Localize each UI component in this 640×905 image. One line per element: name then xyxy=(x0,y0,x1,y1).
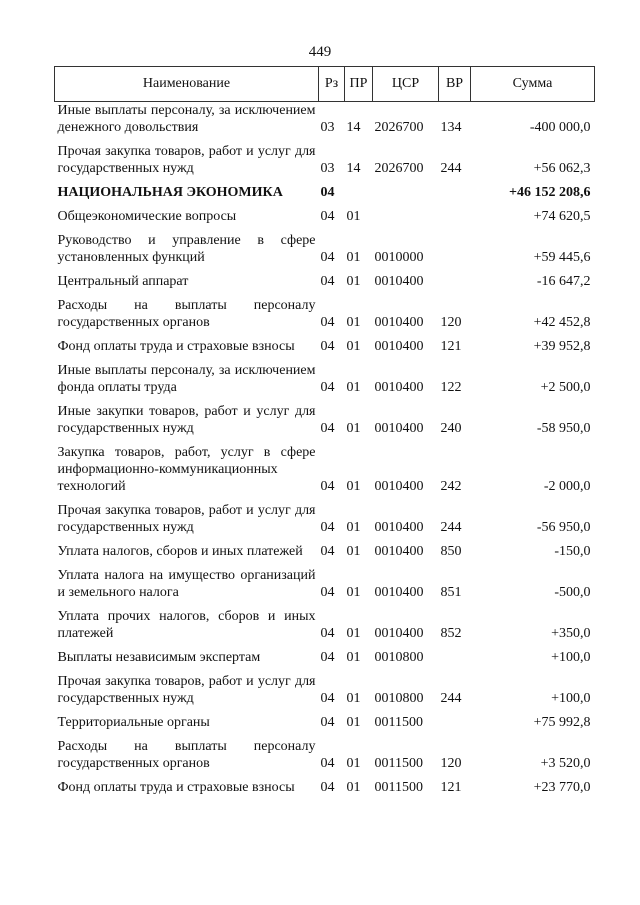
cell-rz: 04 xyxy=(320,250,335,265)
row-spacer-cell xyxy=(55,396,595,403)
header-name: Наименование xyxy=(55,67,319,102)
cell-sum: -2 000,0 xyxy=(543,479,591,494)
table-row xyxy=(55,714,595,731)
header-csr: ЦСР xyxy=(373,67,439,102)
table-row xyxy=(55,102,595,137)
cell-rz: 04 xyxy=(320,585,335,600)
row-spacer xyxy=(55,177,595,184)
cell-csr: 0010400 xyxy=(374,380,424,395)
cell-name: Выплаты независимым экспертам xyxy=(57,650,261,665)
cell-pr: 01 xyxy=(346,315,361,330)
row-spacer-cell xyxy=(55,266,595,273)
cell-name: Фонд оплаты труда и страховые взносы xyxy=(57,339,295,354)
cell-name: НАЦИОНАЛЬНАЯ ЭКОНОМИКА xyxy=(57,185,283,200)
cell-csr: 0010400 xyxy=(374,339,424,354)
cell-sum: +23 770,0 xyxy=(533,780,591,795)
row-spacer-cell xyxy=(55,601,595,608)
cell-name: Уплата налогов, сборов и иных платежей xyxy=(57,544,303,559)
table-body xyxy=(55,102,595,797)
cell-vr: 240 xyxy=(440,421,462,436)
table-row xyxy=(55,444,595,495)
table-row xyxy=(55,779,595,796)
cell-sum: +350,0 xyxy=(551,626,591,641)
row-spacer-cell xyxy=(55,495,595,502)
cell-vr xyxy=(439,714,471,731)
cell-sum: +59 445,6 xyxy=(533,250,591,265)
row-spacer xyxy=(55,136,595,143)
cell-vr: 850 xyxy=(440,544,462,559)
cell-vr: 852 xyxy=(440,626,462,641)
cell-name: Иные выплаты персоналу, за исключением денежного довольствия xyxy=(57,103,316,135)
cell-name: Прочая закупка товаров, работ и услуг для государственных нужд xyxy=(57,144,316,176)
cell-pr: 01 xyxy=(346,756,361,771)
table-row xyxy=(55,184,595,201)
row-spacer xyxy=(55,355,595,362)
table-header-row xyxy=(55,67,595,102)
cell-rz: 04 xyxy=(320,691,335,706)
cell-rz: 04 xyxy=(320,650,335,665)
cell-csr: 0010400 xyxy=(374,315,424,330)
table-row xyxy=(55,673,595,707)
cell-sum: +75 992,8 xyxy=(533,715,591,730)
row-spacer-cell xyxy=(55,772,595,779)
cell-sum: +46 152 208,6 xyxy=(509,185,591,200)
row-spacer-cell xyxy=(55,201,595,208)
cell-csr: 0010800 xyxy=(374,650,424,665)
cell-rz: 04 xyxy=(320,780,335,795)
row-spacer-cell xyxy=(55,225,595,232)
cell-pr: 01 xyxy=(346,380,361,395)
cell-rz: 03 xyxy=(320,161,335,176)
cell-rz: 04 xyxy=(320,315,335,330)
cell-vr xyxy=(439,184,471,201)
cell-name: Иные закупки товаров, работ и услуг для государственных нужд xyxy=(57,404,316,436)
table-row xyxy=(55,362,595,396)
cell-rz: 04 xyxy=(320,209,335,224)
cell-sum: +3 520,0 xyxy=(540,756,591,771)
header-rz: Рз xyxy=(319,67,345,102)
cell-rz: 04 xyxy=(320,626,335,641)
cell-pr: 01 xyxy=(346,626,361,641)
cell-csr: 0010400 xyxy=(374,544,424,559)
row-spacer xyxy=(55,731,595,738)
row-spacer-cell xyxy=(55,290,595,297)
cell-vr: 120 xyxy=(440,756,462,771)
cell-vr: 122 xyxy=(440,380,462,395)
header-vr: ВР xyxy=(439,67,471,102)
cell-sum: -56 950,0 xyxy=(536,520,591,535)
cell-rz: 04 xyxy=(320,479,335,494)
cell-rz: 04 xyxy=(320,380,335,395)
cell-sum: +74 620,5 xyxy=(533,209,591,224)
cell-name: Иные выплаты персоналу, за исключением фонда оплаты труда xyxy=(57,363,316,395)
cell-pr: 01 xyxy=(346,585,361,600)
row-spacer xyxy=(55,707,595,714)
cell-vr xyxy=(439,208,471,225)
cell-sum: -400 000,0 xyxy=(529,120,591,135)
cell-name: Центральный аппарат xyxy=(57,274,189,289)
cell-pr: 01 xyxy=(346,544,361,559)
cell-name: Закупка товаров, работ, услуг в сфере информационно-коммуникационных технологий xyxy=(57,445,316,494)
cell-rz: 04 xyxy=(320,339,335,354)
cell-csr: 0010400 xyxy=(374,626,424,641)
row-spacer-cell xyxy=(55,437,595,444)
row-spacer xyxy=(55,772,595,779)
table-row xyxy=(55,273,595,290)
row-spacer xyxy=(55,560,595,567)
cell-vr xyxy=(439,232,471,266)
row-spacer-cell xyxy=(55,355,595,362)
row-spacer xyxy=(55,495,595,502)
table-row xyxy=(55,502,595,536)
row-spacer-cell xyxy=(55,136,595,143)
cell-pr: 01 xyxy=(346,691,361,706)
row-spacer-cell xyxy=(55,177,595,184)
table-row xyxy=(55,297,595,331)
cell-name: Расходы на выплаты персоналу государственных органов xyxy=(57,739,316,771)
cell-name: Руководство и управление в сфере установленных функций xyxy=(57,233,316,265)
cell-csr: 0010400 xyxy=(374,479,424,494)
cell-rz: 04 xyxy=(320,520,335,535)
cell-vr: 120 xyxy=(440,315,462,330)
table-row xyxy=(55,543,595,560)
cell-vr: 244 xyxy=(440,161,462,176)
cell-csr: 0011500 xyxy=(374,715,423,730)
cell-csr: 0010400 xyxy=(374,421,424,436)
cell-pr: 01 xyxy=(346,520,361,535)
cell-sum: -16 647,2 xyxy=(536,274,591,289)
cell-pr: 14 xyxy=(346,161,361,176)
cell-csr: 0010000 xyxy=(374,250,424,265)
cell-pr: 01 xyxy=(346,209,361,224)
cell-csr xyxy=(373,208,439,225)
cell-name: Общеэкономические вопросы xyxy=(57,209,237,224)
cell-csr: 0010400 xyxy=(374,520,424,535)
row-spacer xyxy=(55,396,595,403)
row-spacer-cell xyxy=(55,642,595,649)
table-row xyxy=(55,403,595,437)
row-spacer xyxy=(55,201,595,208)
cell-vr: 851 xyxy=(440,585,462,600)
cell-csr: 0010400 xyxy=(374,585,424,600)
cell-pr: 01 xyxy=(346,650,361,665)
cell-csr xyxy=(373,184,439,201)
row-spacer-cell xyxy=(55,707,595,714)
cell-sum: -500,0 xyxy=(554,585,591,600)
row-spacer xyxy=(55,536,595,543)
cell-vr: 244 xyxy=(440,520,462,535)
row-spacer xyxy=(55,290,595,297)
cell-sum: +56 062,3 xyxy=(533,161,591,176)
table-row xyxy=(55,738,595,772)
cell-csr: 0011500 xyxy=(374,756,423,771)
cell-pr xyxy=(345,184,373,201)
row-spacer-cell xyxy=(55,666,595,673)
header-sum: Сумма xyxy=(471,67,595,102)
row-spacer xyxy=(55,225,595,232)
cell-rz: 04 xyxy=(320,421,335,436)
header-pr: ПР xyxy=(345,67,373,102)
table-row xyxy=(55,208,595,225)
cell-pr: 01 xyxy=(346,479,361,494)
row-spacer-cell xyxy=(55,731,595,738)
cell-rz: 03 xyxy=(320,120,335,135)
cell-rz: 04 xyxy=(320,715,335,730)
cell-rz: 04 xyxy=(320,274,335,289)
cell-name: Уплата прочих налогов, сборов и иных платежей xyxy=(57,609,316,641)
table-row xyxy=(55,338,595,355)
table-row xyxy=(55,608,595,642)
cell-pr: 01 xyxy=(346,715,361,730)
cell-csr: 2026700 xyxy=(374,120,424,135)
row-spacer xyxy=(55,437,595,444)
table-row xyxy=(55,232,595,266)
cell-sum: +42 452,8 xyxy=(533,315,591,330)
cell-rz: 04 xyxy=(320,544,335,559)
cell-csr: 0010400 xyxy=(374,274,424,289)
cell-vr xyxy=(439,649,471,666)
cell-name: Фонд оплаты труда и страховые взносы xyxy=(57,780,295,795)
cell-name: Прочая закупка товаров, работ и услуг для государственных нужд xyxy=(57,674,316,706)
cell-sum: +2 500,0 xyxy=(540,380,591,395)
row-spacer-cell xyxy=(55,560,595,567)
cell-csr: 0010800 xyxy=(374,691,424,706)
cell-sum: +39 952,8 xyxy=(533,339,591,354)
cell-vr: 134 xyxy=(440,120,462,135)
row-spacer xyxy=(55,601,595,608)
cell-vr xyxy=(439,273,471,290)
row-spacer xyxy=(55,666,595,673)
row-spacer-cell xyxy=(55,331,595,338)
cell-pr: 01 xyxy=(346,250,361,265)
page-number: 449 xyxy=(308,44,332,60)
row-spacer-cell xyxy=(55,536,595,543)
cell-name: Расходы на выплаты персоналу государственных органов xyxy=(57,298,316,330)
cell-name: Уплата налога на имущество организаций и земельного налога xyxy=(57,568,316,600)
cell-name: Прочая закупка товаров, работ и услуг для государственных нужд xyxy=(57,503,316,535)
cell-sum: +100,0 xyxy=(551,650,591,665)
cell-name: Территориальные органы xyxy=(57,715,210,730)
row-spacer xyxy=(55,266,595,273)
table-row xyxy=(55,567,595,601)
budget-table xyxy=(54,66,595,796)
row-spacer xyxy=(55,642,595,649)
cell-pr: 01 xyxy=(346,339,361,354)
cell-vr: 242 xyxy=(440,479,462,494)
cell-pr: 14 xyxy=(346,120,361,135)
row-spacer xyxy=(55,331,595,338)
cell-sum: -150,0 xyxy=(554,544,591,559)
cell-csr: 2026700 xyxy=(374,161,424,176)
cell-sum: +100,0 xyxy=(551,691,591,706)
cell-pr: 01 xyxy=(346,274,361,289)
cell-vr: 244 xyxy=(440,691,462,706)
cell-vr: 121 xyxy=(440,339,462,354)
cell-pr: 01 xyxy=(346,780,361,795)
cell-vr: 121 xyxy=(440,780,462,795)
cell-rz: 04 xyxy=(320,756,335,771)
cell-rz: 04 xyxy=(320,185,335,200)
table-row xyxy=(55,143,595,177)
cell-csr: 0011500 xyxy=(374,780,423,795)
table-row xyxy=(55,649,595,666)
cell-sum: -58 950,0 xyxy=(536,421,591,436)
cell-pr: 01 xyxy=(346,421,361,436)
